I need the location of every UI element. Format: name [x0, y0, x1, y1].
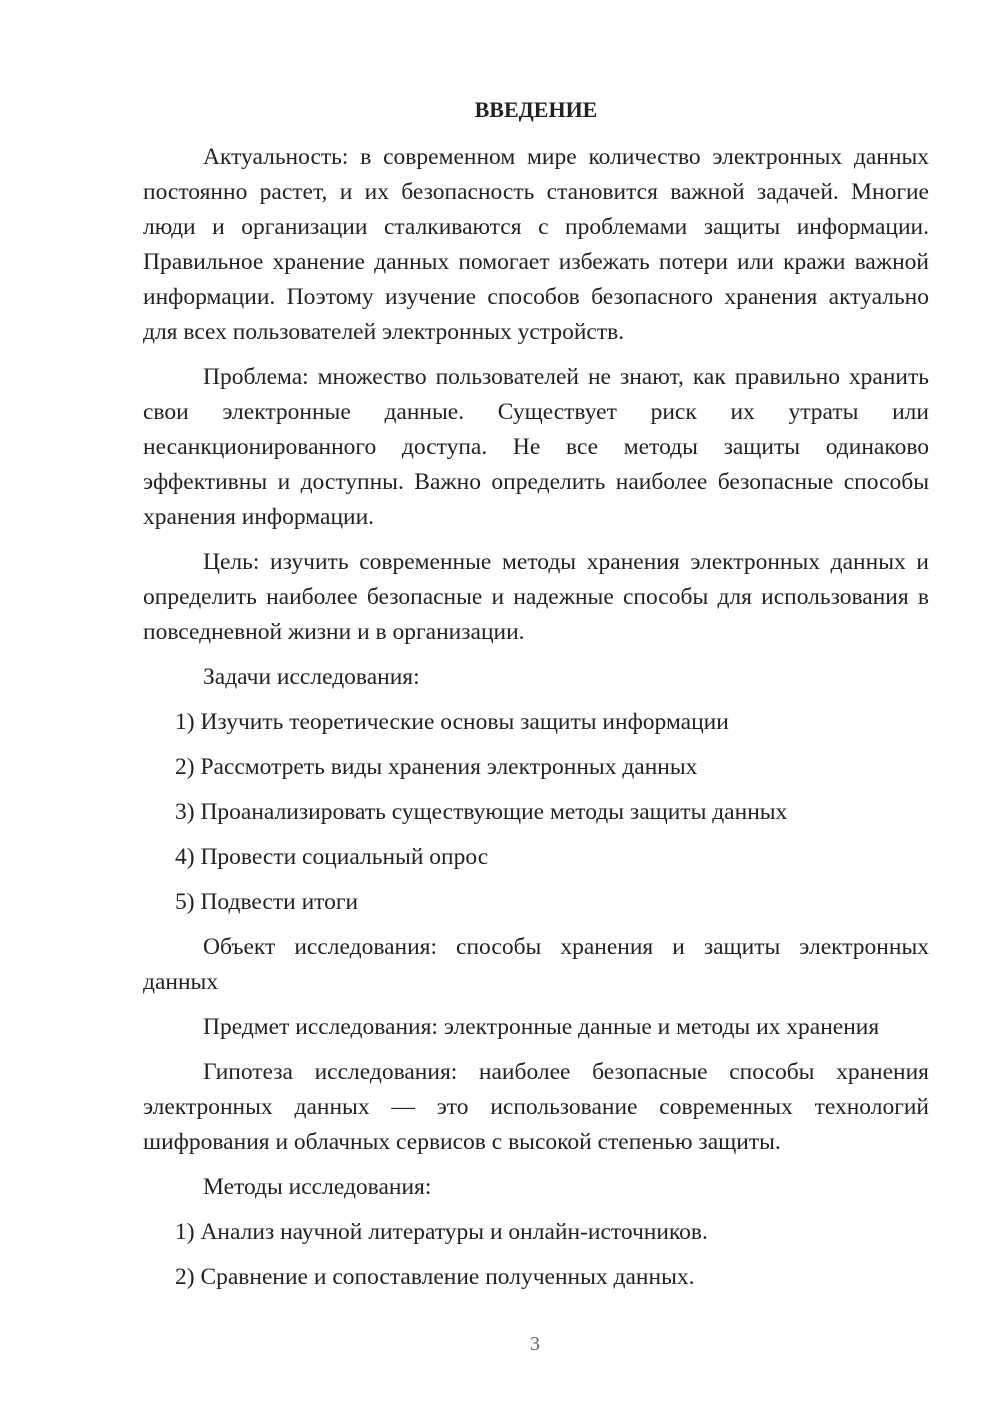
list-item: 4) Провести социальный опрос [175, 844, 489, 870]
tasks-heading: Задачи исследования: [203, 664, 420, 690]
paragraph-hypothesis: Гипотеза исследования: наиболее безопасные способы хранения электронных данных — это использование современных технологий шифрования и облачных сервисов с высокой степенью защиты. [143, 1059, 929, 1155]
document-page [143, 95, 929, 1305]
list-item: 3) Проанализировать существующие методы защиты данных [175, 799, 788, 825]
paragraph-goal: Цель: изучить современные методы хранения электронных данных и определить наиболее безопасные и надежные способы для использования в повседневной жизни и в организации. [143, 549, 929, 645]
list-item: 5) Подвести итоги [175, 889, 359, 915]
list-item: 1) Изучить теоретические основы защиты информации [175, 709, 729, 735]
page-title: ВВЕДЕНИЕ [474, 97, 598, 122]
paragraph-object: Объект исследования: способы хранения и защиты электронных данных [143, 934, 929, 995]
list-item: 1) Анализ научной литературы и онлайн-источников. [175, 1219, 708, 1245]
paragraph-problem: Проблема: множество пользователей не знают, как правильно хранить свои электронные данные. Существует риск их утраты или несанкционированного доступа. Не все методы защиты одинаково эффективны и доступны. Важно определить наиболее безопасные способы хранения информации. [143, 364, 929, 530]
methods-list [143, 1215, 929, 1295]
paragraph-subject: Предмет исследования: электронные данные и методы их хранения [203, 1014, 880, 1040]
list-item: 2) Сравнение и сопоставление полученных данных. [175, 1264, 695, 1290]
paragraph-relevance: Актуальность: в современном мире количество электронных данных постоянно растет, и их безопасность становится важной задачей. Многие люди и организации сталкиваются с проблемами защиты информации. Правильное хранение данных помогает избежать потери или кражи важной информации. Поэтому изучение способов безопасного хранения актуально для всех пользователей электронных устройств. [143, 144, 929, 345]
list-item: 2) Рассмотреть виды хранения электронных данных [175, 754, 698, 780]
tasks-list [143, 705, 929, 920]
methods-heading: Методы исследования: [203, 1174, 432, 1200]
page-number: 3 [530, 1333, 540, 1355]
